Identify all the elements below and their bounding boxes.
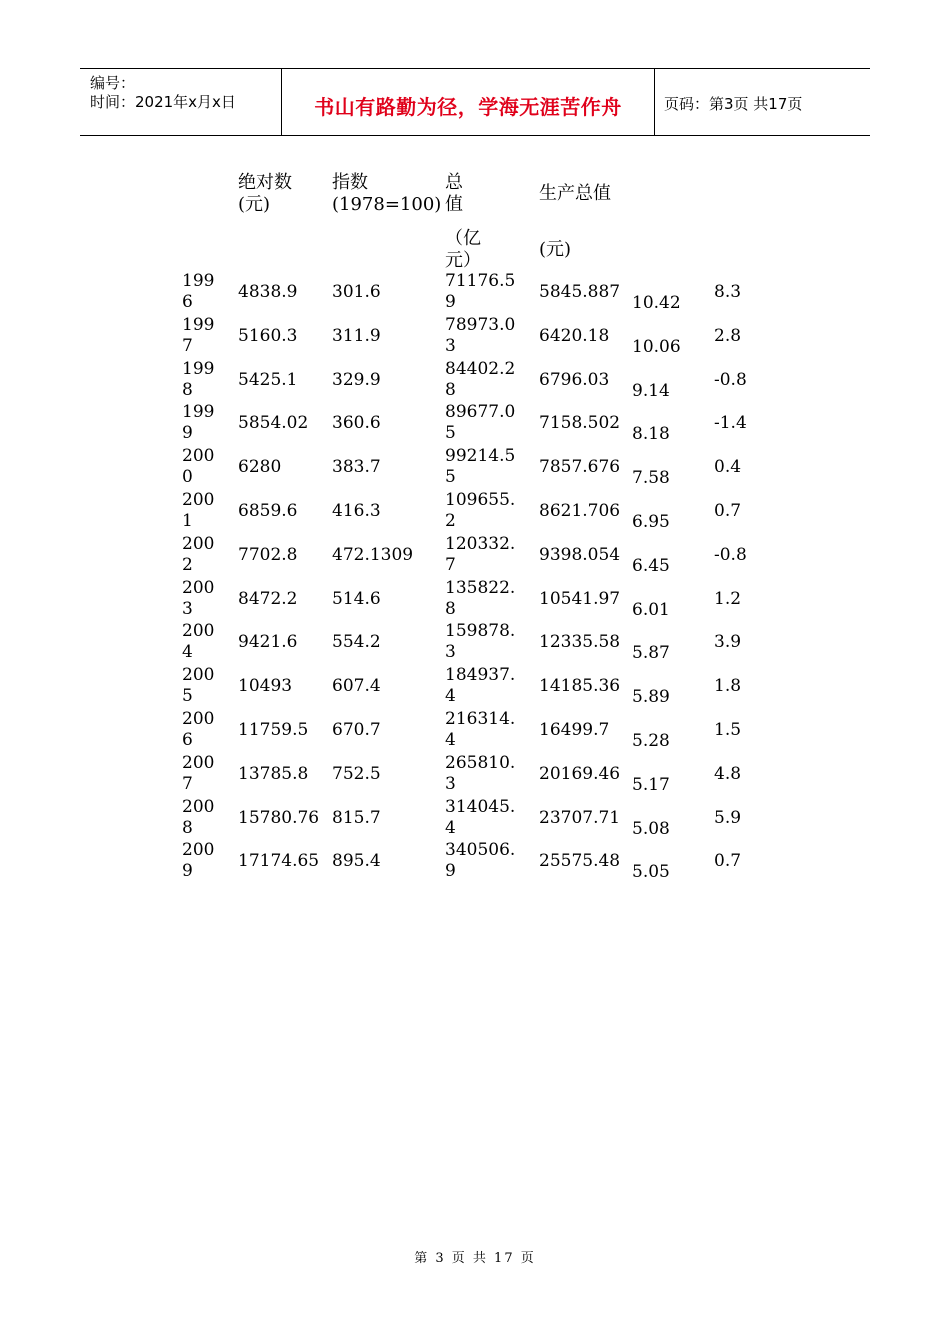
cell-growth: 5.9	[714, 807, 742, 828]
cell-growth: 1.5	[714, 720, 742, 740]
cell-gdp: 6796.03	[539, 369, 610, 390]
header-motto-cell	[282, 69, 655, 135]
cell-year: 200 1	[182, 490, 215, 531]
cell-growth: -0.8	[714, 369, 747, 390]
cell-gdp: 9398.054	[539, 544, 621, 565]
cell-ratio: 6.01	[632, 599, 670, 620]
cell-year: 200 6	[182, 709, 215, 750]
cell-year: 200 4	[182, 621, 215, 663]
header-page-cell	[655, 69, 870, 135]
cell-index: 472.1309	[332, 544, 414, 565]
cell-ratio: 5.89	[632, 687, 670, 708]
number-label: 编号：	[90, 74, 136, 92]
cell-year: 200 9	[182, 840, 215, 882]
cell-ratio: 10.06	[632, 336, 681, 357]
cell-gdp: 12335.58	[539, 632, 621, 653]
header-info-cell	[80, 69, 282, 135]
cell-total-value: 84402.2 8	[445, 358, 516, 400]
cell-gdp: 23707.71	[539, 807, 621, 828]
date-label: 时间：2021年x月x日	[90, 93, 236, 111]
cell-index: 311.9	[332, 325, 381, 346]
cell-growth: 1.2	[714, 588, 742, 609]
cell-total-value: 184937. 4	[445, 665, 516, 707]
cell-absolute: 13785.8	[238, 763, 309, 784]
cell-year: 199 7	[182, 314, 215, 356]
cell-gdp: 7158.502	[539, 413, 621, 434]
cell-absolute: 5160.3	[238, 325, 298, 346]
cell-year: 200 0	[182, 446, 215, 488]
cell-index: 752.5	[332, 763, 381, 784]
col-header-total-value: 总 值	[445, 172, 463, 215]
cell-index: 554.2	[332, 632, 381, 653]
cell-total-value: 159878. 3	[445, 621, 516, 663]
cell-total-value: 99214.5 5	[445, 446, 516, 488]
motto-text: 书山有路勤为径，学海无涯苦作舟	[314, 95, 622, 119]
cell-ratio: 10.42	[632, 293, 681, 313]
cell-ratio: 5.87	[632, 643, 670, 664]
cell-gdp: 16499.7	[539, 720, 610, 740]
cell-total-value: 216314. 4	[445, 709, 516, 750]
cell-index: 670.7	[332, 720, 381, 740]
cell-absolute: 11759.5	[238, 720, 309, 740]
cell-index: 416.3	[332, 501, 381, 521]
cell-ratio: 6.95	[632, 512, 670, 532]
cell-gdp: 7857.676	[539, 457, 621, 478]
cell-total-value: 340506. 9	[445, 840, 516, 882]
cell-ratio: 5.05	[632, 862, 670, 883]
cell-year: 200 2	[182, 533, 215, 575]
cell-index: 360.6	[332, 413, 381, 434]
cell-index: 383.7	[332, 457, 381, 478]
col-header-gdp-unit: (元)	[539, 239, 572, 260]
cell-ratio: 8.18	[632, 424, 670, 445]
col-header-index: 指数 (1978=100)	[332, 172, 442, 215]
cell-growth: 8.3	[714, 282, 742, 302]
cell-index: 895.4	[332, 851, 381, 872]
cell-total-value: 109655. 2	[445, 490, 516, 531]
cell-gdp: 8621.706	[539, 501, 621, 521]
cell-gdp: 6420.18	[539, 325, 610, 346]
cell-index: 514.6	[332, 588, 381, 609]
cell-gdp: 10541.97	[539, 588, 621, 609]
page-label: 页码：第3页 共17页	[664, 95, 803, 113]
cell-absolute: 9421.6	[238, 632, 298, 653]
cell-absolute: 7702.8	[238, 544, 298, 565]
cell-total-value: 314045. 4	[445, 796, 516, 838]
cell-year: 199 6	[182, 271, 215, 312]
cell-year: 200 8	[182, 796, 215, 838]
cell-total-value: 89677.0 5	[445, 402, 516, 444]
cell-ratio: 6.45	[632, 555, 670, 576]
col-header-total-unit: （亿 元）	[445, 228, 481, 271]
cell-total-value: 120332. 7	[445, 533, 516, 575]
page-header	[80, 68, 870, 136]
cell-gdp: 5845.887	[539, 282, 621, 302]
cell-absolute: 6859.6	[238, 501, 298, 521]
cell-growth: 0.4	[714, 457, 742, 478]
page-footer: 第 3 页 共 17 页	[414, 1251, 536, 1266]
cell-index: 815.7	[332, 807, 381, 828]
cell-growth: 0.7	[714, 851, 742, 872]
cell-growth: 1.8	[714, 676, 742, 697]
cell-ratio: 5.17	[632, 774, 670, 795]
cell-growth: -1.4	[714, 413, 747, 434]
cell-absolute: 17174.65	[238, 851, 320, 872]
cell-absolute: 8472.2	[238, 588, 298, 609]
cell-index: 301.6	[332, 282, 381, 302]
cell-index: 329.9	[332, 369, 381, 390]
cell-total-value: 78973.0 3	[445, 314, 516, 356]
cell-growth: 0.7	[714, 501, 742, 521]
cell-growth: -0.8	[714, 544, 747, 565]
cell-ratio: 7.58	[632, 468, 670, 489]
col-header-absolute: 绝对数 (元)	[238, 172, 292, 215]
cell-ratio: 5.08	[632, 818, 670, 839]
cell-growth: 3.9	[714, 632, 742, 653]
cell-ratio: 5.28	[632, 731, 670, 751]
cell-gdp: 20169.46	[539, 763, 621, 784]
cell-year: 199 9	[182, 402, 215, 444]
cell-total-value: 71176.5 9	[445, 271, 516, 312]
cell-year: 199 8	[182, 358, 215, 400]
cell-growth: 4.8	[714, 763, 742, 784]
cell-absolute: 5425.1	[238, 369, 298, 390]
cell-gdp: 14185.36	[539, 676, 621, 697]
cell-ratio: 9.14	[632, 380, 670, 401]
cell-index: 607.4	[332, 676, 381, 697]
cell-year: 200 7	[182, 752, 215, 794]
cell-absolute: 15780.76	[238, 807, 320, 828]
cell-year: 200 3	[182, 577, 215, 619]
cell-absolute: 10493	[238, 676, 293, 697]
cell-absolute: 6280	[238, 457, 282, 478]
cell-total-value: 265810. 3	[445, 752, 516, 794]
col-header-gdp: 生产总值	[539, 183, 611, 204]
cell-absolute: 5854.02	[238, 413, 309, 434]
cell-growth: 2.8	[714, 325, 742, 346]
cell-year: 200 5	[182, 665, 215, 707]
cell-total-value: 135822. 8	[445, 577, 516, 619]
cell-gdp: 25575.48	[539, 851, 621, 872]
cell-absolute: 4838.9	[238, 282, 298, 302]
